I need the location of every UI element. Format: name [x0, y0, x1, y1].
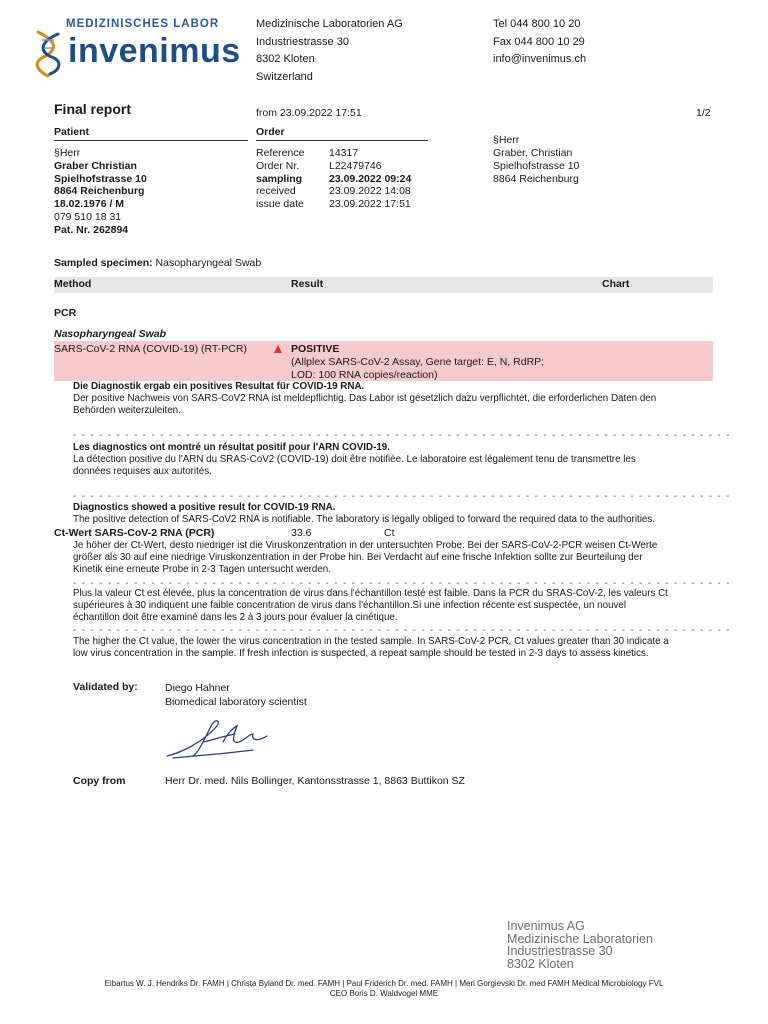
divider: - - - - - - - - - - - - - - - - - - - - - - - - - - - - - - - - - - - - - - - - - - - - - - - - - - - - - - - - - - - - - - - - - - - - - - - - - - - -: [73, 491, 731, 502]
ct-test-name: Ct-Wert SARS-CoV-2 RNA (PCR): [54, 527, 215, 539]
lab-address-line: Industriestrasse 30: [256, 35, 349, 48]
order-row: Reference 14317: [256, 147, 359, 159]
comment-fr-line: La détection positive du l'ARN du SRAS-CoV2 (COVID-19) doit être notifiée. Le laboratoire est légalement tenu de transmettre les: [73, 454, 636, 465]
specimen-label: Sampled specimen:: [54, 257, 153, 269]
ct-fr-line: supérieures à 30 indiquent une faible concentration de virus dans l'échantillon.Si une infection récente est suspectée, un nouvel: [73, 600, 627, 611]
ct-de-line: größer als 30 auf eine niedrige Viruskonzentration in der Probe hin. Bei Verdacht auf eine frische Infektion sollte zur Beurteilung der: [73, 552, 643, 563]
footer: [0, 979, 768, 999]
results-table-header: [54, 277, 713, 293]
divider: - - - - - - - - - - - - - - - - - - - - - - - - - - - - - - - - - - - - - - - - - - - - - - - - - - - - - - - - - - - - - - - - - - - - - - - - - - - -: [73, 430, 731, 441]
comment-en-title: Diagnostics showed a positive result for COVID-19 RNA.: [73, 502, 336, 513]
patient-name: Graber Christian: [54, 159, 137, 172]
recipient-line: 8864 Reichenburg: [493, 173, 579, 185]
test-detail-line1: (Allplex SARS-CoV-2 Assay, Gene target: E, N, RdRP;: [291, 356, 545, 368]
section-pcr: PCR: [54, 307, 77, 319]
report-title: Final report: [54, 101, 132, 117]
specimen-value: Nasopharyngeal Swab: [155, 257, 262, 269]
validator: [165, 681, 307, 709]
sampled-specimen: [54, 257, 261, 270]
order-row: received 23.09.2022 14:08: [256, 185, 411, 198]
test-result: POSITIVE: [291, 343, 340, 355]
copy-from-value: Herr Dr. med. Nils Bollinger, Kantonsstrasse 1, 8863 Buttikon SZ: [165, 775, 465, 787]
ct-fr-line: échantillon doit être examiné dans les 2 à 3 jours pour évaluer la cinétique.: [73, 612, 398, 623]
ct-en-line: The higher the Ct value, the lower the virus concentration in the tested sample. In SARS-CoV-2 PCR, Ct values greater than 30 indicate a: [73, 636, 669, 647]
comment-fr-line: données requises aux autorités.: [73, 466, 212, 477]
company-stamp: [507, 920, 653, 970]
patient-phone: 079 510 18 31: [54, 210, 122, 223]
lab-address-line: 8302 Kloten: [256, 53, 315, 65]
order-row: Order Nr. L22479746: [256, 159, 382, 172]
report-date: from 23.09.2022 17:51: [256, 107, 362, 119]
test-detail-line2: LOD: 100 RNA copies/reaction): [291, 369, 438, 381]
ct-comment-english: [73, 636, 713, 660]
patient-salutation: §Herr: [54, 147, 81, 159]
ct-de-line: Kinetik eine erneute Probe in 2-3 Tagen untersucht werden.: [73, 564, 331, 575]
test-detail: [291, 356, 544, 382]
ct-comment-german: [73, 540, 713, 576]
comment-de-line: Behörden weiterzuleiten.: [73, 405, 181, 416]
signature-icon: [163, 712, 275, 764]
patient-number: Pat. Nr. 262894: [54, 223, 129, 236]
lab-address: [256, 16, 403, 86]
stamp-line: Medizinische Laboratorien: [507, 931, 653, 946]
alert-triangle-icon: [274, 345, 282, 353]
ct-de-line: Je höher der Ct-Wert, desto niedriger ist die Viruskonzentration in der untersuchten Probe. Bei der SARS-CoV-2-PCR weisen Ct-Werte: [73, 540, 658, 551]
lab-contact: [493, 16, 586, 69]
stamp-line: Industriestrasse 30: [507, 944, 613, 958]
logo-subtitle: MEDIZINISCHES LABOR: [66, 18, 220, 30]
ct-value: 33.6: [291, 527, 312, 539]
lab-address-line: Medizinische Laboratorien AG: [256, 18, 403, 30]
dna-helix-icon: [32, 28, 66, 78]
recipient-line: §Herr: [493, 134, 520, 146]
comment-en-line: The positive detection of SARS-CoV2 RNA is notifiable. The laboratory is legally obliged to forward the required data to the authorities.: [73, 514, 655, 525]
stamp-line: Invenimus AG: [507, 919, 585, 933]
patient-dob-sex: 18.02.1976 / M: [54, 198, 125, 211]
logo-name: invenimus: [68, 32, 241, 70]
patient-city: 8864 Reichenburg: [54, 185, 145, 198]
lab-phone: Tel 044 800 10 20: [493, 18, 581, 30]
order-row: issue date 23.09.2022 17:51: [256, 198, 411, 211]
order-row: sampling 23.09.2022 09:24: [256, 172, 412, 185]
comment-english: [73, 502, 713, 526]
stamp-line: 8302 Kloten: [507, 956, 574, 971]
page-number: 1/2: [696, 107, 711, 119]
validator-role: Biomedical laboratory scientist: [165, 696, 307, 708]
comment-french: [73, 442, 713, 478]
test-name: SARS-CoV-2 RNA (COVID-19) (RT-PCR): [54, 343, 247, 355]
lab-email: info@invenimus.ch: [493, 53, 587, 65]
column-method: Method: [54, 278, 92, 290]
validated-by-label: Validated by:: [73, 681, 138, 693]
ct-fr-line: Plus la valeur Ct est élevée, plus la concentration de virus dans l'échantillon testé est faible. Dans la PCR du SRAS-CoV-2, les valeurs Ct: [73, 588, 668, 599]
footer-doctors: Eibartus W. J. Hendriks Dr. FAMH | Christa Byland Dr. med. FAMH | Paul Friderich Dr. med. FAMH | Meri Gorgievski Dr. med FAMH Medical Microbiology FVL: [104, 979, 664, 988]
lab-fax: Fax 044 800 10 29: [493, 35, 585, 48]
order-block: [256, 147, 411, 211]
comment-de-title: Die Diagnostik ergab ein positives Resultat für COVID-19 RNA.: [73, 381, 365, 392]
patient-block: [54, 147, 147, 237]
subsection-specimen: Nasopharyngeal Swab: [54, 328, 167, 340]
divider: - - - - - - - - - - - - - - - - - - - - - - - - - - - - - - - - - - - - - - - - - - - - - - - - - - - - - - - - - - - - - - - - - - - - - - - - - - - -: [73, 625, 731, 636]
recipient-line: Graber, Christian: [493, 147, 573, 159]
comment-german: [73, 381, 713, 417]
lab-address-line: Switzerland: [256, 70, 313, 83]
patient-heading: Patient: [54, 126, 248, 141]
patient-street: Spielhofstrasse 10: [54, 172, 147, 185]
ct-unit: Ct: [384, 527, 395, 539]
logo: [28, 14, 248, 84]
ct-comment-french: [73, 588, 713, 624]
column-chart: Chart: [602, 278, 630, 290]
order-heading: Order: [256, 126, 428, 141]
recipient-address: [493, 134, 579, 186]
comment-de-line: Der positive Nachweis von SARS-CoV2 RNA ist meldepflichtig. Das Labor ist gesetzlich dazu verpflichtet, die erforderlichen Daten den: [73, 393, 657, 404]
ct-en-line: low virus concentration in the sample. If fresh infection is suspected, a repeat sample should be tested in 2-3 days to assess kinetics.: [73, 648, 649, 659]
footer-ceo: CEO Boris D. Waldvogel MME: [329, 989, 439, 998]
divider: - - - - - - - - - - - - - - - - - - - - - - - - - - - - - - - - - - - - - - - - - - - - - - - - - - - - - - - - - - - - - - - - - - - - - - - - - - - -: [73, 578, 731, 589]
validator-name: Diego Hahner: [165, 682, 230, 694]
copy-from-label: Copy from: [73, 775, 126, 787]
column-result: Result: [291, 278, 324, 290]
recipient-line: Spielhofstrasse 10: [493, 160, 580, 172]
comment-fr-title: Les diagnostics ont montré un résultat positif pour l'ARN COVID-19.: [73, 442, 390, 453]
